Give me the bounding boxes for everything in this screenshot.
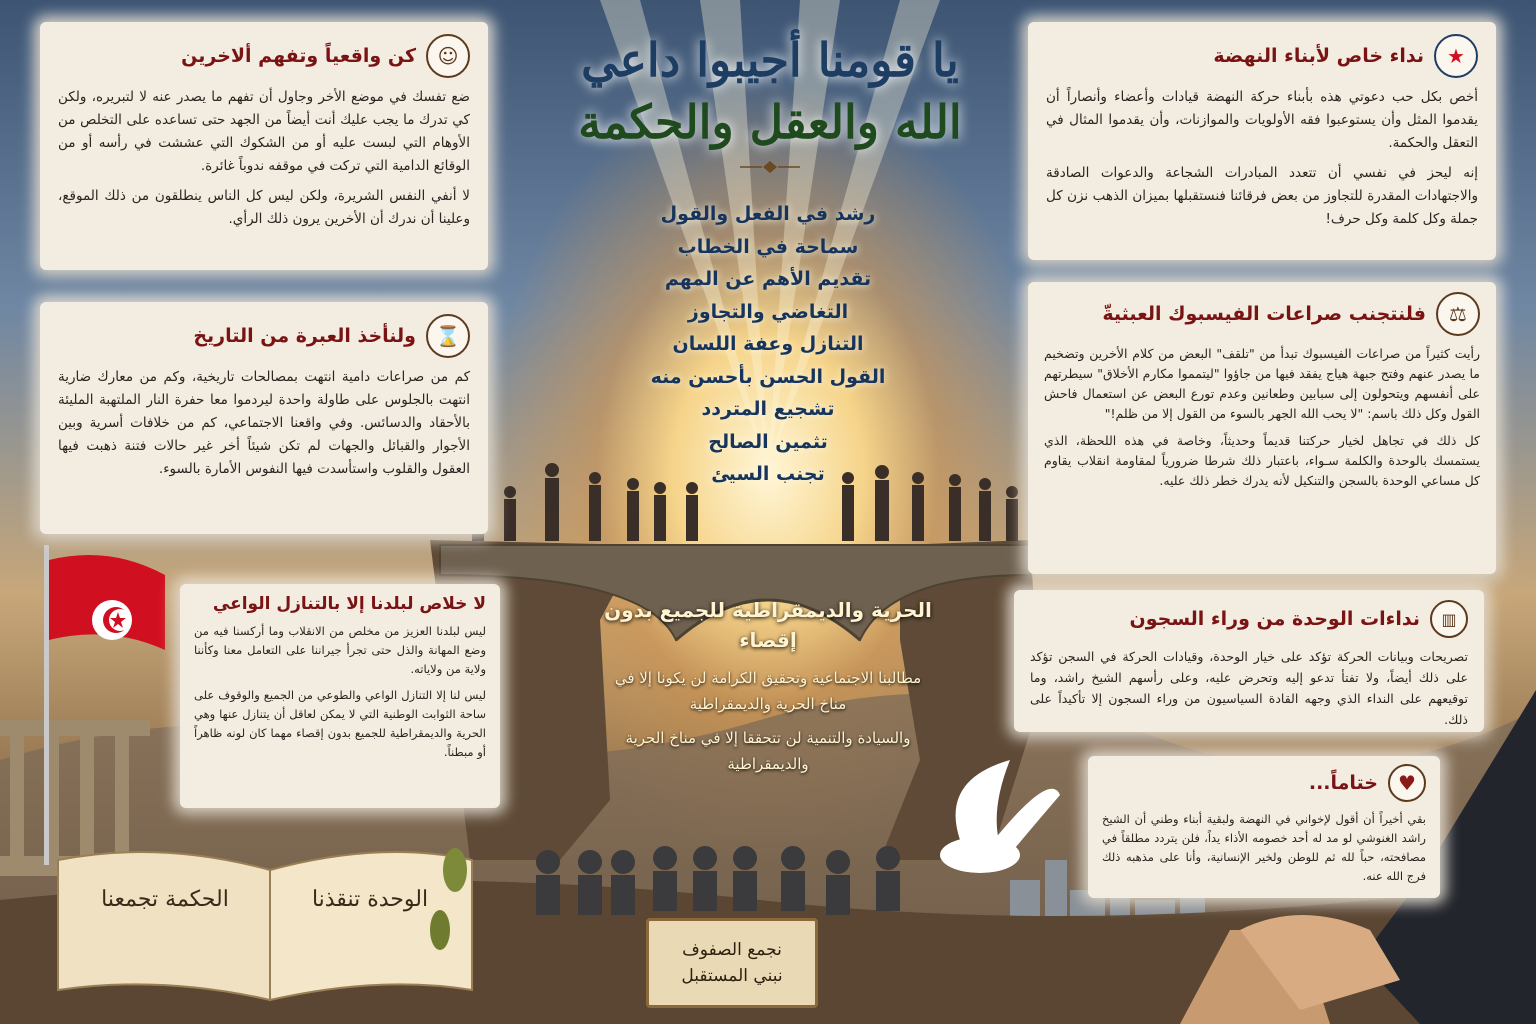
page-title bbox=[510, 30, 1030, 154]
virtue-item: سماحة في الخطاب bbox=[677, 235, 859, 258]
panel-facebook-text-2: كل ذلك في تجاهل لخيار حركتنا قديماً وحديثاً، وخاصة في هذه اللحظة، الذي يستمسك بالوحدة والكلمة سـواء، باعتبار ذلك شرطا ضرورياً لمقاومة انقلاب يقاوم كل مساعي الوحدة بالسجن والتنكيل لأنه يدرك خطر ذلك عليه. bbox=[1044, 433, 1480, 488]
panel-closing bbox=[1088, 756, 1440, 898]
virtue-item: التغاضي والتجاوز bbox=[687, 300, 849, 323]
panel-closing-heading bbox=[1102, 764, 1426, 802]
title-line-2: الله والعقل والحكمة bbox=[578, 95, 962, 149]
sign-line-2: نبني المستقبل bbox=[681, 966, 783, 986]
panel-facebook-title: فلنتجنب صراعات الفيسبوك العبثيةّ bbox=[1102, 303, 1426, 325]
panel-prison-title: نداءات الوحدة من وراء السجون bbox=[1129, 608, 1420, 630]
virtue-item: تشجيع المتردد bbox=[701, 398, 835, 420]
book-right-text: الوحدة تنقذنا bbox=[311, 887, 429, 912]
panel-nahda-text-2: إنه ليحز في نفسي أن تتعدد المبادرات الشجاعة والدعوات الصادقة والاجتهادات المقدرة للتجاوز من بعض فرقائنا فنستقبلها بميزان الذهب نزن كل جملة وكل كلمة وكل حرف! bbox=[1046, 165, 1478, 227]
panel-facebook-text-1: رأيت كثيراً من صراعات الفيسبوك تبدأ من "تلقف" البعض من كلام الأخرين وتضخيم ما يصدر عنهم وفتح جبهة هياج يفقد فيها من جاؤوا "ليتمموا مكارم الأخلاق" سيطرتهم على أنفسهم ويتحولون إلى سبابين وطعانين وعدم تورع البعض عن استعمال فاحش القول وكل ذلك باسم: "لا يحب الله الجهر بالسوء من القول إلا من ظلم!" bbox=[1044, 346, 1480, 421]
panel-closing-title: ختاماً... bbox=[1308, 772, 1378, 794]
panel-realistic-text-2: لا أنفي النفس الشريرة، ولكن ليس كل الناس ينطلقون من ذلك الموقع، وعلينا أن ندرك أن الأخرين يرون ذلك الرأي. bbox=[58, 188, 470, 227]
panel-salvation-text-2: ليس لنا إلا التنازل الواعي والطوعي من الجميع والوقوف على ساحة الثوابت الوطنية التي لا يمكن لعاقل أن يتنازل عنها وهي الحرية والديمقراطية للجميع بدون إقصاء مهما كان لونه ظاهراً أو مبطناً. bbox=[194, 688, 486, 759]
center-message bbox=[600, 595, 936, 777]
panel-history bbox=[40, 302, 488, 534]
panel-realistic-title: كن واقعياً وتفهم ألاخرين bbox=[181, 45, 416, 67]
nahda-logo-icon: ★ bbox=[1434, 34, 1478, 78]
panel-history-text-1: كم من صراعات دامية انتهت بمصالحات تاريخية، وكم من معارك ضارية انتهت بالجلوس على طاولة واحدة ليردموا معا حفرة النار الملتهبة المليئة بالأحقاد والدسائس. وفي واقعنا الاجتماعي، كم من خلافات أسرية وبين الأجوار والقبائل والجهات لم تكن شيئاً أخر غير حالات فتنة ذهبت فيها العقول والقلوب واستأسدت فيها النفوس الأمارة بالسوء. bbox=[58, 369, 470, 477]
panel-nahda-heading bbox=[1046, 34, 1478, 78]
book-left-text: الحكمة تجمعنا bbox=[101, 887, 229, 912]
virtue-item: تجنب السيئ bbox=[711, 463, 825, 485]
panel-prison bbox=[1014, 590, 1484, 732]
center-heading: الحرية والديمقراطية للجميع بدون إقصاء bbox=[604, 598, 932, 652]
center-text-1: مطالبنا الاجتماعية وتحقيق الكرامة لن يكونا إلا في مناخ الحرية والديمقراطية bbox=[614, 669, 922, 713]
panel-salvation bbox=[180, 584, 500, 808]
panel-realistic-heading bbox=[58, 34, 470, 78]
virtue-item: تثمين الصالح bbox=[708, 430, 828, 453]
center-text-2: والسيادة والتنمية لن تتحققا إلا في مناخ الحرية والديمقراطية bbox=[625, 729, 911, 773]
panel-facebook bbox=[1028, 282, 1496, 574]
panel-salvation-text-1: ليس لبلدنا العزيز من مخلص من الانقلاب وما أركسنا فيه من وضع المهانة والذل حتى تجرأ جيراننا على التعامل معنا وكأننا ولاية من ولاياته. bbox=[194, 624, 486, 676]
prison-bars-icon: ▥ bbox=[1430, 600, 1468, 638]
heart-icon: ♥ bbox=[1388, 764, 1426, 802]
hourglass-icon: ⌛ bbox=[426, 314, 470, 358]
ornament-divider-icon bbox=[740, 160, 800, 174]
panel-nahda-title: نداء خاص لأبناء النهضة bbox=[1213, 45, 1424, 67]
panel-history-title: ولنأخذ العبرة من التاريخ bbox=[193, 325, 416, 347]
group-sign bbox=[646, 918, 818, 1008]
panel-nahda bbox=[1028, 22, 1496, 260]
panel-salvation-heading bbox=[194, 594, 486, 614]
head-profile-icon: ☺ bbox=[426, 34, 470, 78]
sign-line-1: نجمع الصفوف bbox=[682, 940, 782, 960]
panel-closing-text-1: بقي أخيراً أن أقول لإخواني في النهضة ولبقية أبناء وطني أن الشيخ راشد الغنوشي لو مد له أحد خصومه الأذاء يداً، فلن يتردد مطلقاً في مصافحته، حباً لله ثم للوطن ولخير الإنسانية، وأنا على مذهبه ذلك فرج الله عنه. bbox=[1102, 812, 1426, 883]
panel-prison-text-1: تصريحات وبيانات الحركة تؤكد على خيار الوحدة، وقيادات الحركة في السجن تؤكد على ذلك أيضاً، ولا تفتأ تدعو إليه وتحرض عليه، وعلى رأسهم الشيخ راشد، وما توقيعهم على النداء الذي وجهه القادة السياسيون من وراء السجون إلا تأكيداً على ذلك. bbox=[1030, 649, 1468, 727]
virtue-item: رشد في الفعل والقول bbox=[660, 203, 876, 225]
panel-nahda-text-1: أخص بكل حب دعوتي هذه بأبناء حركة النهضة قيادات وأعضاء وأنصاراً أن يقدموا المثل وأن يستوعبوا فقه الأولويات والموازنات، وأن يقدموا المثال في التعقل والحكمة. bbox=[1046, 89, 1478, 151]
title-line-1: يا قومنا أجيبوا داعي bbox=[581, 33, 959, 87]
virtues-list bbox=[600, 198, 936, 491]
panel-realistic bbox=[40, 22, 488, 270]
panel-prison-heading bbox=[1030, 600, 1468, 638]
panel-realistic-text-1: ضع تفسك في موضع الأخر وجاول أن تفهم ما يصدر عنه لا لتبريره، ولكن كي تدرك ما يجب عليك أنت أيضاً من الجهد حتى تساعده على التخلص من الأوهام التي لبست عليه أو من الشكوك التي عششت في رأسه أو من الوقائع الدامية التي تركت في موقفه ندوباً غائرة. bbox=[58, 89, 470, 174]
panel-facebook-heading bbox=[1044, 292, 1480, 336]
virtue-item: التنازل وعفة اللسان bbox=[672, 333, 864, 355]
panel-salvation-title: لا خلاص لبلدنا إلا بالتنازل الواعي bbox=[212, 594, 486, 614]
virtue-item: تقديم الأهم عن المهم bbox=[664, 268, 872, 290]
panel-history-heading bbox=[58, 314, 470, 358]
virtue-item: القول الحسن بأحسن منه bbox=[650, 365, 886, 388]
scales-icon: ⚖ bbox=[1436, 292, 1480, 336]
